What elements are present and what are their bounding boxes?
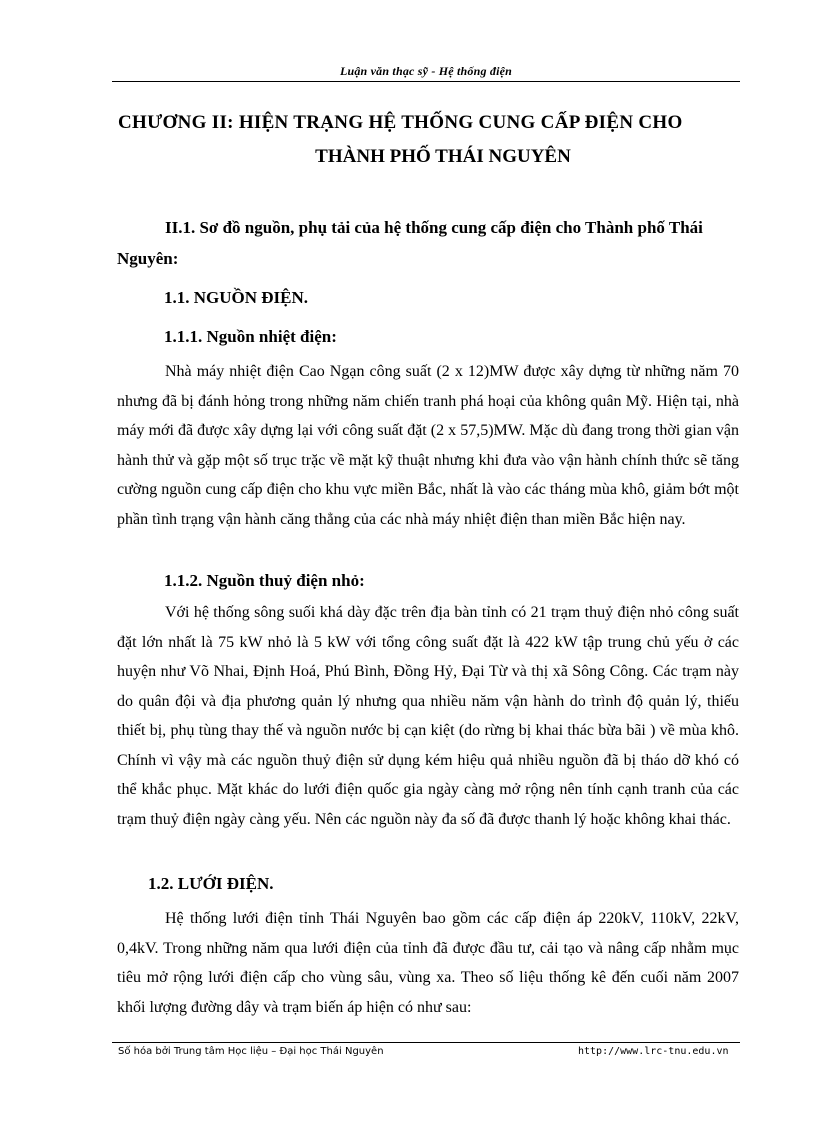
footer-source: Số hóa bởi Trung tâm Học liệu – Đại học Thái Nguyên <box>118 1046 384 1057</box>
paragraph-nhiet-dien: Nhà máy nhiệt điện Cao Ngạn công suất (2 x 12)MW được xây dựng từ những năm 70 nhưng đã bị đánh hỏng trong những năm chiến tranh phá hoại của không quân Mỹ. Hiện tại, nhà máy mới đã được xây dựng lại với công suất đặt (2 x 57,5)MW. Mặc dù đang trong thời gian vận hành thử và gặp một số trục trặc về mặt kỹ thuật nhưng khi đưa vào vận hành chính thức sẽ tăng cường nguồn cung cấp điện cho khu vực miền Bắc, nhất là vào các tháng mùa khô, giảm bớt một phần tình trạng vận hành căng thẳng của các nhà máy nhiệt điện than miền Bắc hiện nay. <box>117 363 739 528</box>
chapter-title-line-2: THÀNH PHỐ THÁI NGUYÊN <box>315 146 571 167</box>
footer-rule <box>112 1042 740 1043</box>
paragraph-luoi-dien: Hệ thống lưới điện tỉnh Thái Nguyên bao gồm các cấp điện áp 220kV, 110kV, 22kV, 0,4kV. Trong những năm qua lưới điện của tỉnh đã được đầu tư, cải tạo và nâng cấp nhằm mục tiêu mở rộng lưới điện cấp cho vùng sâu, vùng xa. Theo số liệu thống kê đến cuối năm 2007 khối lượng đường dây và trạm biến áp hiện có như sau: <box>117 910 739 1016</box>
header-rule <box>112 81 740 82</box>
chapter-title-line-1: CHƯƠNG II: HIỆN TRẠNG HỆ THỐNG CUNG CẤP ĐIỆN CHO <box>118 112 683 133</box>
paragraph-thuy-dien: Với hệ thống sông suối khá dày đặc trên địa bàn tỉnh có 21 trạm thuỷ điện nhỏ công suất đặt lớn nhất là 75 kW nhỏ là 5 kW với tổng công suất đặt là 422 kW tập trung chủ yếu ở các huyện như Võ Nhai, Định Hoá, Phú Bình, Đồng Hỷ, Đại Từ và thị xã Sông Công. Các trạm này do quân đội và địa phương quản lý nhưng qua nhiều năm vận hành do trình độ quản lý, thiếu thiết bị, phụ tùng thay thế và nguồn nước bị cạn kiệt (do rừng bị khai thác bừa bãi ) về mùa khô. Chính vì vậy mà các nguồn thuỷ điện sử dụng kém hiệu quả nhiều nguồn đã bị tháo dỡ khó có thể khắc phục. Mặt khác do lưới điện quốc gia ngày càng mở rộng nên tính cạnh tranh của các trạm thuỷ điện ngày càng yếu. Nên các nguồn này đa số đã được thanh lý hoặc không khai thác. <box>117 604 739 828</box>
section-heading-1-1: 1.1. NGUỒN ĐIỆN. <box>164 288 309 307</box>
section-heading-1-2: 1.2. LƯỚI ĐIỆN. <box>148 874 274 893</box>
section-heading-ii1: II.1. Sơ đồ nguồn, phụ tải của hệ thống cung cấp điện cho Thành phố Thái Nguyên: <box>117 218 703 268</box>
section-heading-1-1-2: 1.1.2. Nguồn thuỷ điện nhỏ: <box>164 571 365 590</box>
section-heading-1-1-1: 1.1.1. Nguồn nhiệt điện: <box>164 327 337 346</box>
footer-url[interactable]: http://www.lrc-tnu.edu.vn <box>578 1046 729 1057</box>
chapter-title <box>112 106 744 174</box>
running-header: Luận văn thạc sỹ - Hệ thống điện <box>339 64 513 78</box>
